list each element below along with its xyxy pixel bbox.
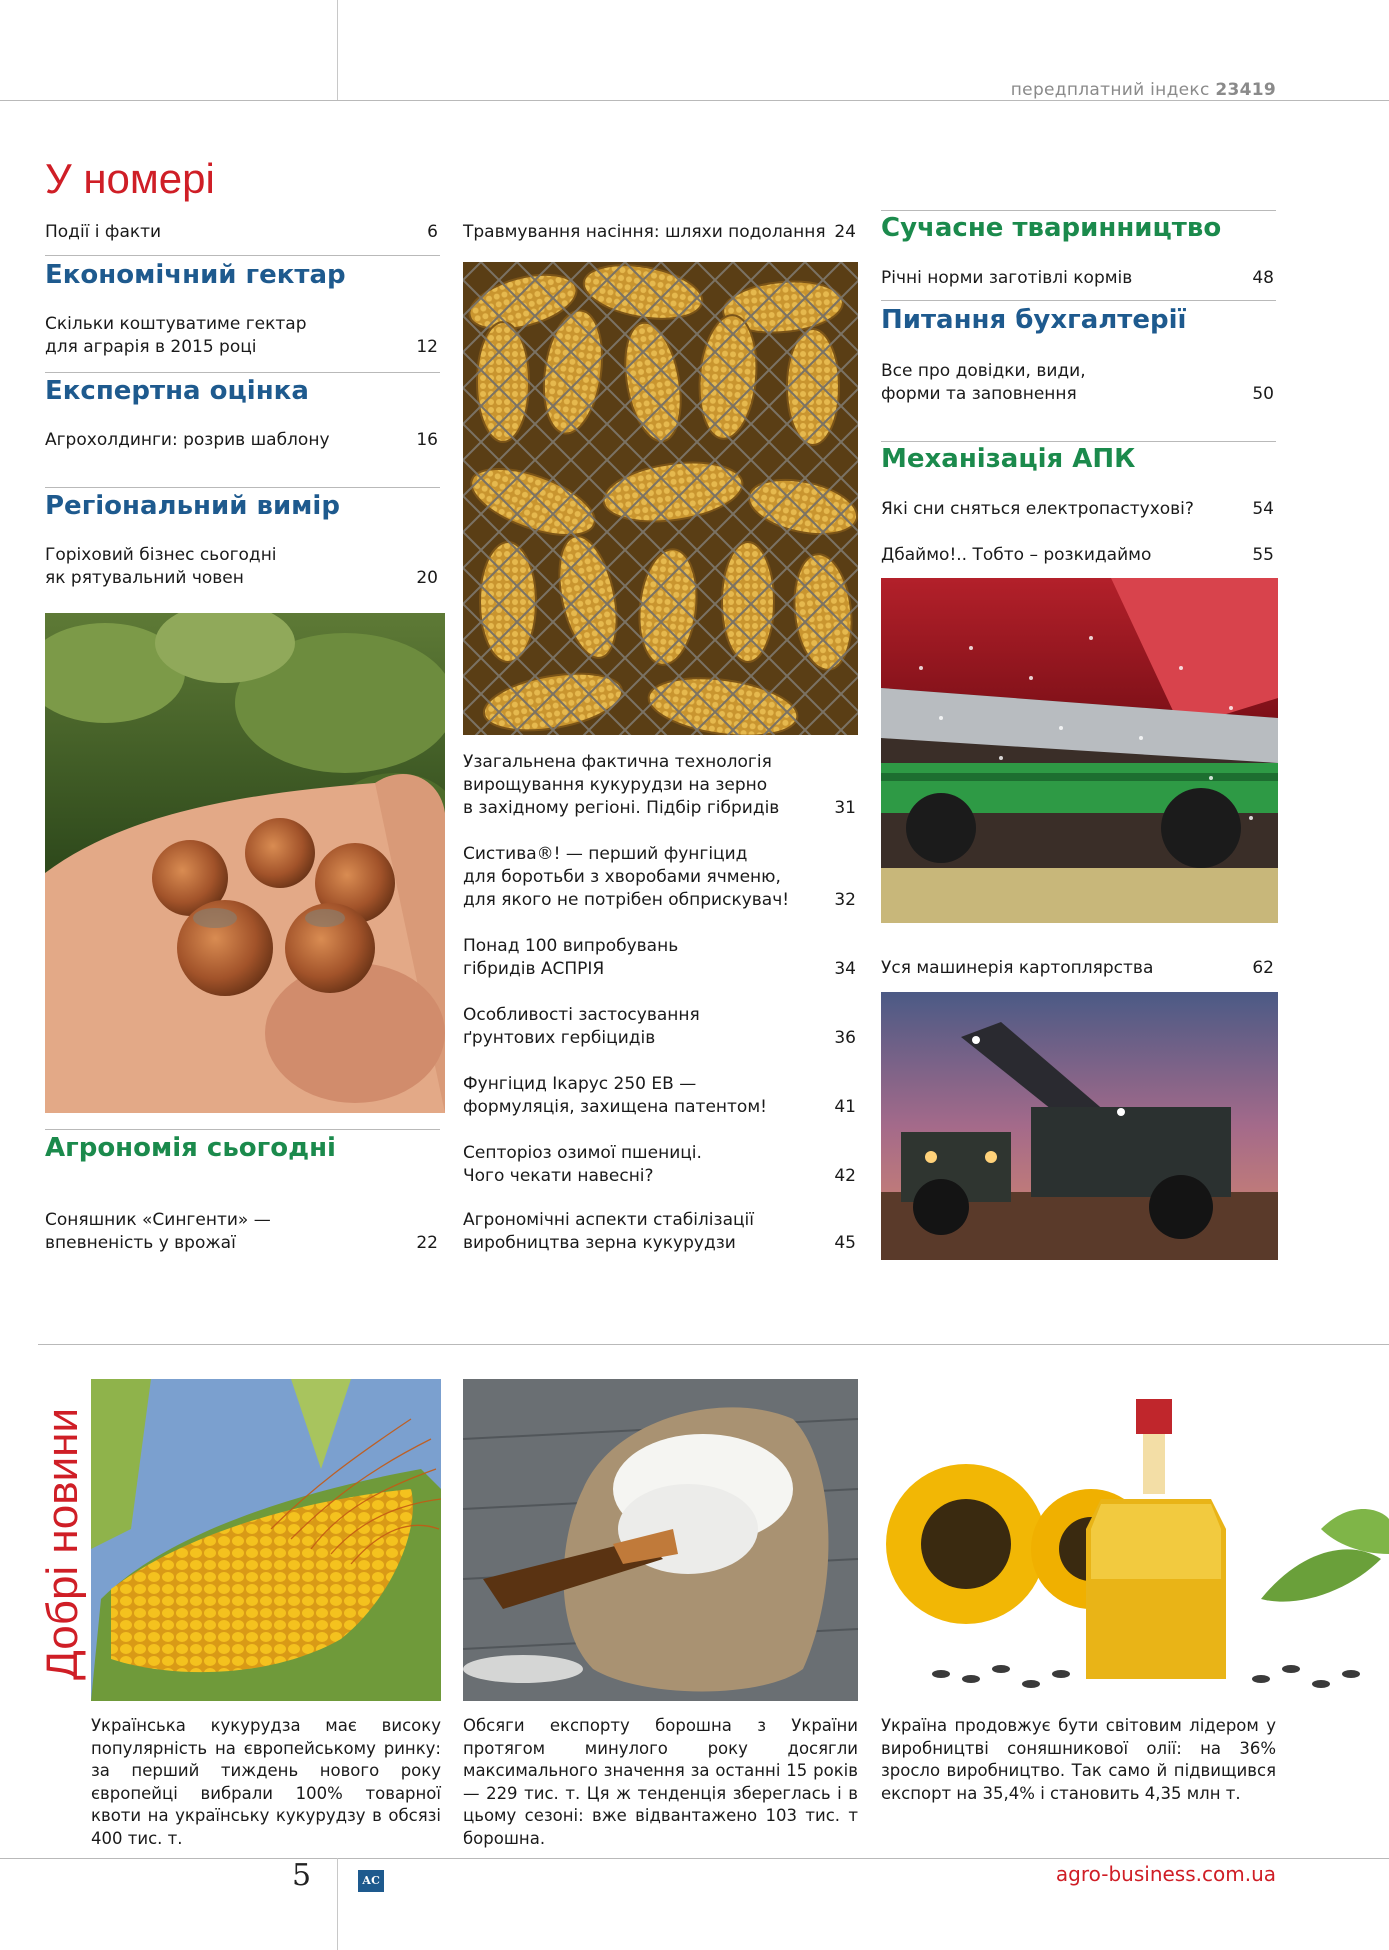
footer-rule bbox=[0, 1858, 1389, 1859]
harvester-illustration bbox=[881, 992, 1278, 1260]
page-ref: 62 bbox=[1252, 958, 1274, 978]
fertilizer-spreader-photo bbox=[881, 578, 1278, 923]
page-ref: 31 bbox=[834, 798, 856, 818]
section-rule bbox=[45, 372, 440, 373]
page-ref: 20 bbox=[416, 568, 438, 588]
page-ref: 24 bbox=[834, 222, 856, 242]
toc-item[interactable]: Які сни сняться електропастухові? 54 bbox=[881, 499, 1274, 519]
toc-item[interactable]: Дбаймо!.. Тобто – розкидаймо 55 bbox=[881, 545, 1274, 565]
toc-item[interactable]: Уся машинерія картоплярства 62 bbox=[881, 958, 1274, 978]
toc-item[interactable]: Скільки коштуватиме гектар для аграрія в 2015 році 12 bbox=[45, 314, 438, 357]
news-item: Україна продовжує бути світовим лідером у виробництві соняшникової олії: на 36% зросло виробництво. Так само й підвищився експорт на 35,4% і становить 4,35 млн т. bbox=[881, 1716, 1276, 1803]
subscription-index-number: 23419 bbox=[1215, 80, 1276, 100]
page-ref: 54 bbox=[1252, 499, 1274, 519]
news-section-title: Добрі новини bbox=[38, 1407, 87, 1680]
section-heading: Регіональний вимір bbox=[45, 491, 340, 521]
flour-sack-photo bbox=[463, 1379, 858, 1701]
page-ref: 22 bbox=[416, 1233, 438, 1253]
sunflower-oil-photo bbox=[881, 1379, 1389, 1701]
section-rule bbox=[881, 210, 1276, 211]
page-ref: 55 bbox=[1252, 545, 1274, 565]
hazelnut-photo-illustration bbox=[45, 613, 445, 1113]
publisher-logo: АС bbox=[358, 1870, 384, 1892]
site-link[interactable]: agro-business.com.ua bbox=[1055, 1862, 1276, 1886]
corn-ear-photo bbox=[91, 1379, 441, 1701]
section-heading: Сучасне тваринництво bbox=[881, 213, 1222, 243]
section-rule bbox=[881, 441, 1276, 442]
toc-item[interactable]: Фунгіцид Ікарус 250 ЕВ — формуляція, захищена патентом! 41 bbox=[463, 1074, 856, 1117]
section-heading: Механізація АПК bbox=[881, 444, 1136, 474]
news-top-rule bbox=[38, 1344, 1389, 1345]
top-rule bbox=[0, 100, 1389, 101]
toc-item[interactable]: Річні норми заготівлі кормів 48 bbox=[881, 268, 1274, 288]
news-item: Обсяги експорту борошна з України протягом минулого року досягли максимального значення за останні 15 років — 229 тис. т. Ця ж тенденція збереглась і в цьому сезоні: вже відвантажено 103 тис. т борошна. bbox=[463, 1716, 858, 1848]
corn-ear-illustration bbox=[91, 1379, 441, 1701]
page-ref: 36 bbox=[834, 1028, 856, 1048]
sunflower-oil-illustration bbox=[881, 1379, 1389, 1701]
section-heading: Агрономія сьогодні bbox=[45, 1133, 336, 1163]
corn-cobs-illustration bbox=[463, 262, 858, 735]
page-ref: 12 bbox=[416, 337, 438, 357]
toc-item[interactable]: Агрохолдинги: розрив шаблону 16 bbox=[45, 430, 438, 450]
top-vertical-rule bbox=[337, 0, 338, 100]
toc-item[interactable]: Соняшник «Сингенти» — впевненість у врожаї 22 bbox=[45, 1210, 438, 1253]
page-title: У номері bbox=[45, 155, 215, 202]
section-rule bbox=[45, 487, 440, 488]
page-ref: 42 bbox=[834, 1166, 856, 1186]
section-rule bbox=[45, 255, 440, 256]
toc-item[interactable]: Все про довідки, види, форми та заповнення 50 bbox=[881, 361, 1274, 404]
toc-item[interactable]: Події і факти 6 bbox=[45, 222, 438, 242]
toc-item[interactable]: Травмування насіння: шляхи подолання 24 bbox=[463, 222, 856, 242]
page-ref: 48 bbox=[1252, 268, 1274, 288]
page-ref: 34 bbox=[834, 959, 856, 979]
toc-item[interactable]: Септоріоз озимої пшениці. Чого чекати навесні? 42 bbox=[463, 1143, 856, 1186]
footer-vertical-rule bbox=[337, 1858, 338, 1950]
page-ref: 41 bbox=[834, 1097, 856, 1117]
toc-item[interactable]: Горіховий бізнес сьогодні як рятувальний човен 20 bbox=[45, 545, 438, 588]
page-ref: 45 bbox=[834, 1233, 856, 1253]
subscription-index-label: передплатний індекс bbox=[1010, 80, 1210, 100]
subscription-index bbox=[1011, 80, 1276, 100]
section-heading: Питання бухгалтерії bbox=[881, 305, 1187, 335]
news-item: Українська кукурудза має високу популярність на європейському ринку: за перший тиждень нового року європейці вибрали 100% товарної квоти на українську кукурудзу в обсязі 400 тис. т. bbox=[91, 1716, 441, 1848]
hazelnut-photo bbox=[45, 613, 445, 1113]
page-number: 5 bbox=[292, 1858, 312, 1893]
section-rule bbox=[45, 1129, 440, 1130]
section-heading: Економічний гектар bbox=[45, 260, 346, 290]
section-rule bbox=[881, 300, 1276, 301]
toc-item[interactable]: Систива®! — перший фунгіцид для боротьби з хворобами ячменю, для якого не потрібен обприскувач! 32 bbox=[463, 844, 856, 910]
toc-item[interactable]: Особливості застосування ґрунтових гербіцидів 36 bbox=[463, 1005, 856, 1048]
toc-item[interactable]: Агрономічні аспекти стабілізації виробництва зерна кукурудзи 45 bbox=[463, 1210, 856, 1253]
flour-sack-illustration bbox=[463, 1379, 858, 1701]
page-ref: 32 bbox=[834, 890, 856, 910]
page-ref: 6 bbox=[427, 222, 438, 242]
toc-item[interactable]: Понад 100 випробувань гібридів АСПРІЯ 34 bbox=[463, 936, 856, 979]
corn-cobs-photo bbox=[463, 262, 858, 735]
page-ref: 16 bbox=[416, 430, 438, 450]
toc-item[interactable]: Узагальнена фактична технологія вирощування кукурудзи на зерно в західному регіоні. Підбір гібридів 31 bbox=[463, 752, 856, 818]
spreader-illustration bbox=[881, 578, 1278, 923]
page-ref: 50 bbox=[1252, 384, 1274, 404]
section-heading: Експертна оцінка bbox=[45, 376, 309, 406]
potato-harvester-photo bbox=[881, 992, 1278, 1260]
